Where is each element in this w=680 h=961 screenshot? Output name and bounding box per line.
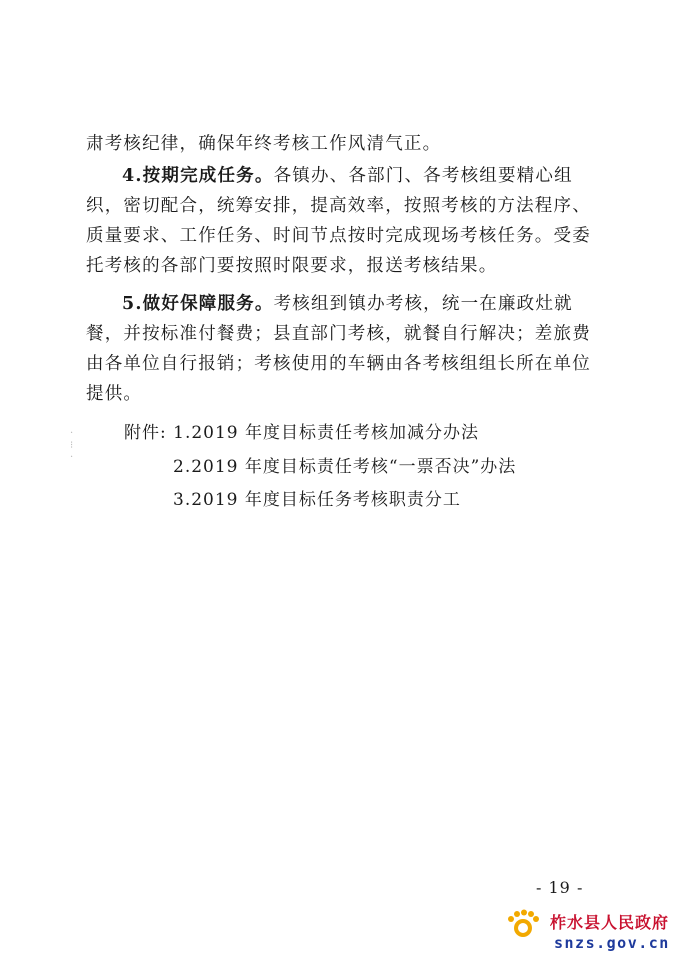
scan-margin-mark: · ⁝ · <box>70 428 74 463</box>
attachments-label: 附件: <box>124 423 167 443</box>
attachment-line-3 <box>173 485 461 510</box>
watermark-title: 柞水县人民政府 <box>550 913 670 932</box>
item-4-heading: 4.按期完成任务。 <box>122 166 274 186</box>
page-number: - 19 - <box>536 878 584 897</box>
attachment-line-2 <box>173 452 516 477</box>
paragraph-item-4 <box>86 161 596 281</box>
attachment-item: 3.2019 年度目标任务考核职责分工 <box>173 490 461 510</box>
paragraph-item-5 <box>86 289 596 409</box>
paragraph-continuation: 肃考核纪律，确保年终考核工作风清气正。 <box>86 134 442 154</box>
watermark <box>500 904 680 961</box>
item-5-text: 考核组到镇办考核，统一在廉政灶就餐，并按标准付餐费；县直部门考核，就餐自行解决；差旅费由各单位自行报销；考核使用的车辆由各考核组组长所在单位提供。 <box>86 294 591 404</box>
attachment-item: 1.2019 年度目标责任考核加减分办法 <box>173 423 480 443</box>
attachment-item: 2.2019 年度目标责任考核“一票否决”办法 <box>173 457 517 477</box>
government-logo-icon <box>506 909 540 943</box>
attachment-line-1 <box>124 418 479 443</box>
item-4-text: 各镇办、各部门、各考核组要精心组织，密切配合，统筹安排，提高效率，按照考核的方法程序、质量要求、工作任务、时间节点按时完成现场考核任务。受委托考核的各部门要按照时限要求，报送考核结果。 <box>86 166 591 276</box>
item-5-heading: 5.做好保障服务。 <box>122 294 274 314</box>
watermark-url: snzs.gov.cn <box>554 934 670 952</box>
